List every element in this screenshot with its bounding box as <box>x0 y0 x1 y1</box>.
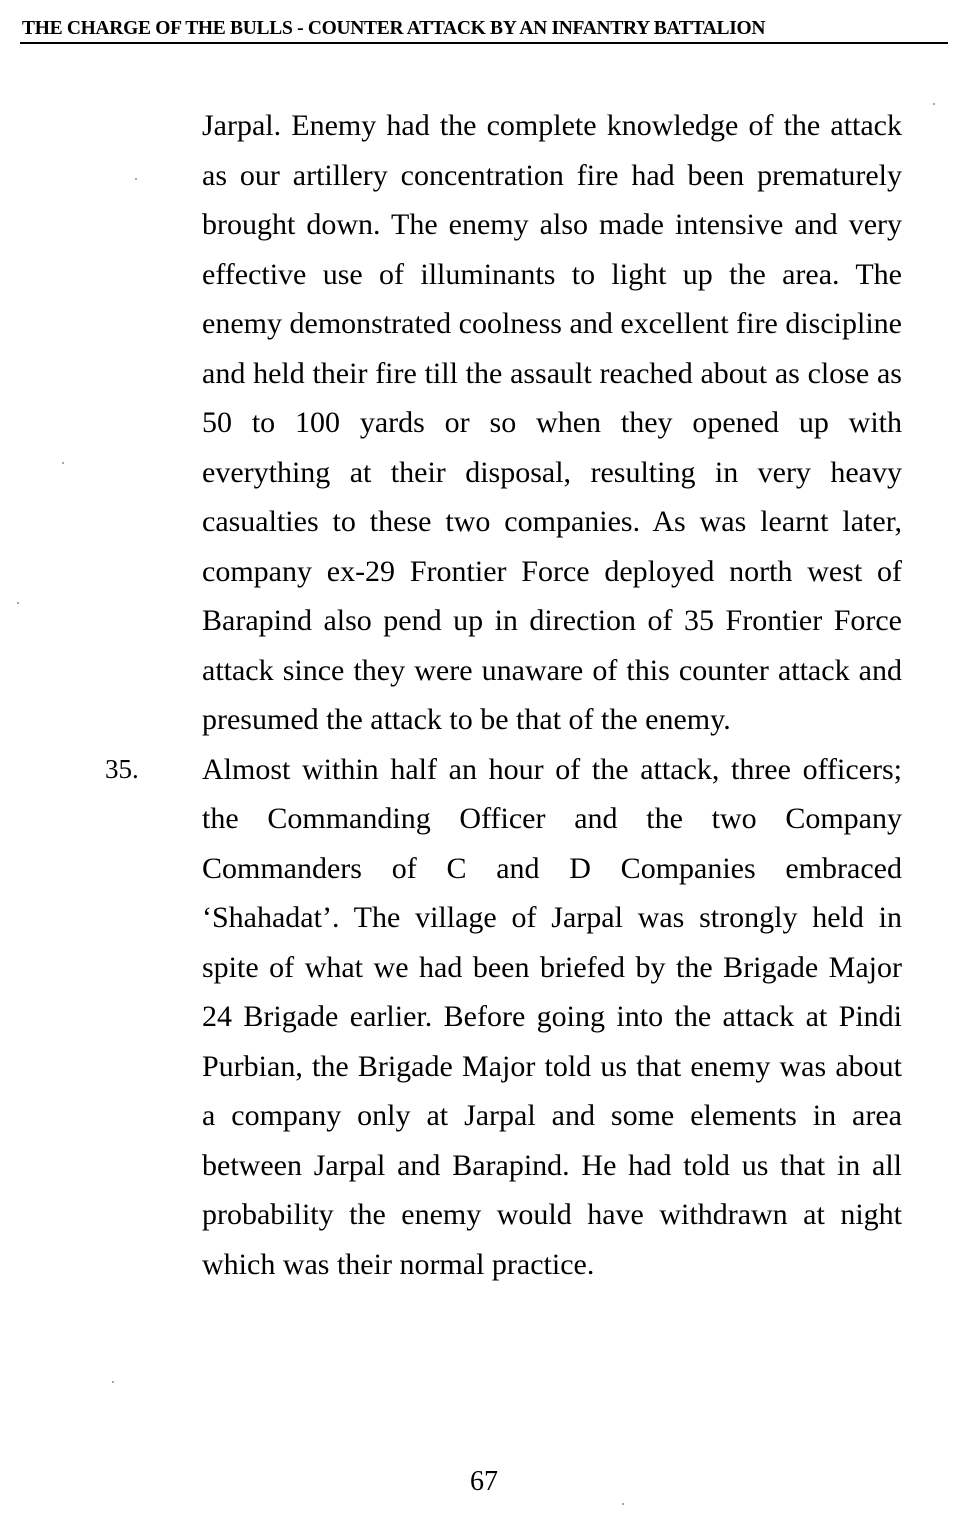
scan-speck <box>112 1381 114 1383</box>
header-title: THE CHARGE OF THE BULLS - COUNTER ATTACK BY AN INFANTRY BATTALION <box>22 18 766 39</box>
paragraph-continuation <box>202 101 902 745</box>
scan-speck <box>17 602 19 604</box>
running-header <box>20 14 948 44</box>
paragraph-number: 35. <box>105 753 139 784</box>
body-text <box>105 101 902 1289</box>
scan-speck <box>62 462 64 464</box>
page-number: 67 <box>470 1466 498 1497</box>
paragraph-text: Jarpal. Enemy had the complete knowledge of the attack as our artillery concentration fire had been prematurely brought down. The enemy also made intensive and very effective use of illuminants to light up the area. The enemy demonstrated coolness and excellent fire discipline and held their fire till the assault reached about as close as 50 to 100 yards or so when they opened up with everything at their disposal, resulting in very heavy casualties to these two companies. As was learnt later, company ex-29 Frontier Force deployed north west of Barapind also pend up in direction of 35 Frontier Force attack since they were unaware of this counter attack and presumed the attack to be that of the enemy. <box>202 109 902 736</box>
scan-speck <box>622 1503 624 1505</box>
scan-speck <box>933 103 935 105</box>
paragraph-text: Almost within half an hour of the attack, three officers; the Commanding Officer and the two Company Commanders of C and D Companies embraced ‘Shahadat’. The village of Jarpal was strongly held in spite of what we had been briefed by the Brigade Major 24 Brigade earlier. Before going into the attack at Pindi Purbian, the Brigade Major told us that enemy was about a company only at Jarpal and some elements in area between Jarpal and Barapind. He had told us that in all probability the enemy would have withdrawn at night which was their normal practice. <box>202 752 902 1281</box>
scan-speck <box>135 178 137 180</box>
paragraph-35 <box>105 745 902 1290</box>
